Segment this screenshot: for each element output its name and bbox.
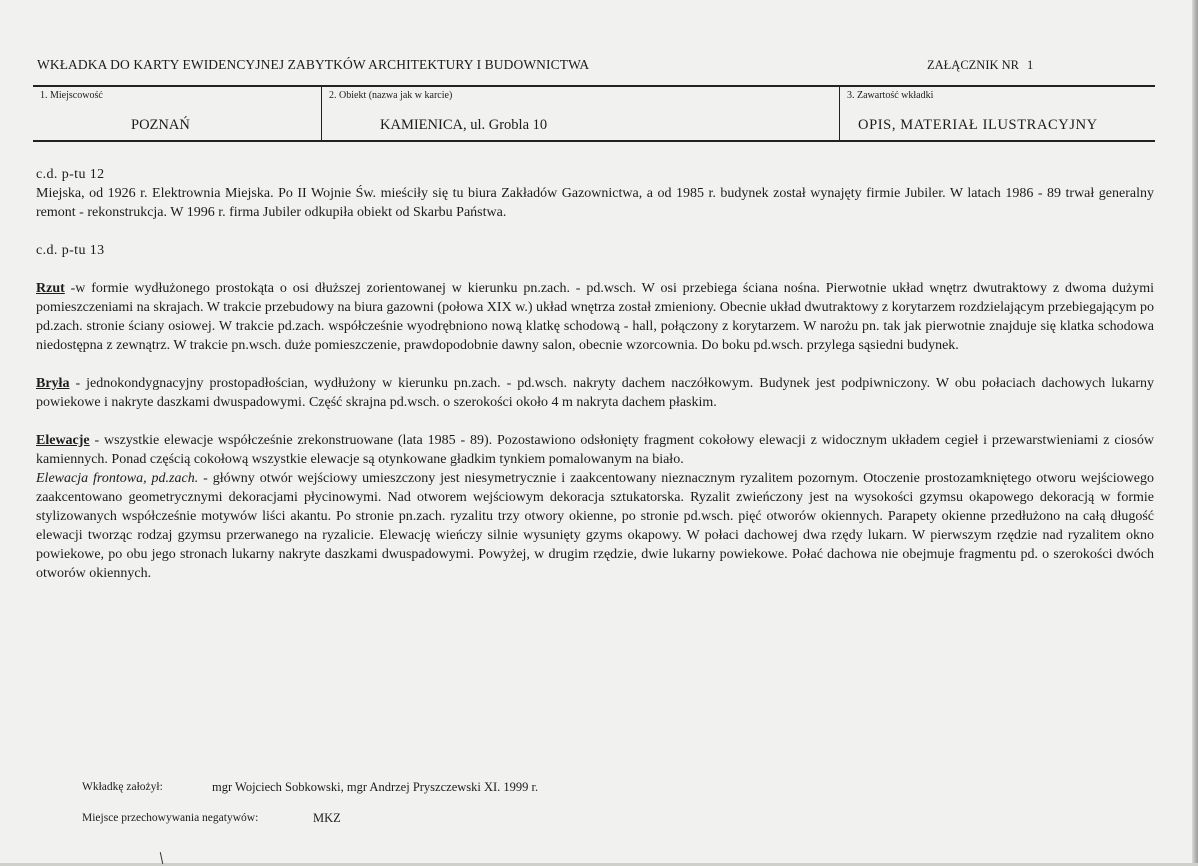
section-text: -w formie wydłużonego prostokąta o osi dłuższej zorientowanej w kierunku pn.zach. - pd.wsch. W osi przebiega ściana nośna. Pierwotnie układ wnętrz dwutraktowy z dwoma dużymi pomieszczeniami na skrajach. W trakcie przebudowy na biura gazowni (połowa XIX w.) układ wnętrza został zmieniony. Obecnie układ dwutraktowy z korytarzem rozdzielającym przebiegającym po pd.zach. stronie ściany osiowej. W trakcie pd.zach. współcześnie wyodrębniono nową klatkę schodową - hall, połączony z korytarzem. W narożu pn. tak jak pierwotnie znajduje się klatka schodowa niedostępna z zewnątrz. W trakcie pn.wsch. duże pomieszczenie, prawdopodobnie dawny salon, obecnie wzorcownia. Do boku pd.wsch. przylega sąsiedni budynek. — [36, 281, 1155, 353]
footer-storage-label: Miejsce przechowywania negatywów: — [82, 812, 259, 824]
attachment-value: 1 — [1027, 58, 1034, 72]
footer-storage-value: MKZ — [313, 811, 341, 825]
field-label: 1. Miejscowość — [40, 90, 103, 101]
footer-storage — [82, 811, 341, 825]
field-label: 2. Obiekt (nazwa jak w karcie) — [329, 90, 453, 101]
subsection-heading-frontowa: Elewacja frontowa, pd.zach. — [36, 471, 199, 486]
attachment-number — [927, 58, 1033, 73]
continuation-13: c.d. p-tu 13 — [36, 243, 105, 258]
footer-author-value: mgr Wojciech Sobkowski, mgr Andrzej Pryszczewski XI. 1999 r. — [212, 780, 539, 794]
paragraph-bryla — [36, 374, 1154, 412]
field-label: 3. Zawartość wkładki — [847, 90, 934, 101]
document-title: WKŁADKA DO KARTY EWIDENCYJNEJ ZABYTKÓW ARCHITEKTURY I BUDOWNICTWA — [37, 57, 590, 72]
header-table — [33, 85, 1155, 142]
section-heading-elewacje: Elewacje — [36, 433, 90, 448]
document-body — [36, 165, 1154, 583]
field-value: KAMIENICA, ul. Grobla 10 — [380, 117, 548, 133]
field-object — [321, 87, 839, 140]
paragraph-history: Miejska, od 1926 r. Elektrownia Miejska. Po II Wojnie Św. mieściły się tu biura Zakładów Gazownictwa, a od 1985 r. budynek został wynajęty firmie Jubiler. W latach 1986 - 89 trwał generalny remont - rekonstrukcja. W 1996 r. firma Jubiler odkupiła obiekt od Skarbu Państwa. — [36, 186, 1154, 220]
section-text: - jednokondygnacyjny prostopadłościan, wydłużony w kierunku pn.zach. - pd.wsch. nakryty dachem naczółkowym. Budynek jest podpiwniczony. W obu połaciach dachowych lukarny powiekowe i nakryte daszkami dwuspadowymi. Część skrajna pd.wsch. o szerokości około 4 m nakryta dachem płaskim. — [36, 376, 1154, 410]
section-heading-bryla: Bryła — [36, 376, 70, 391]
field-value: OPIS, MATERIAŁ ILUSTRACYJNY — [858, 117, 1098, 133]
footer-author — [82, 780, 539, 794]
section-heading-rzut: Rzut — [36, 281, 65, 296]
paragraph-rzut — [36, 279, 1154, 355]
field-value: POZNAŃ — [131, 117, 190, 133]
field-locality — [33, 87, 321, 140]
section-text: - wszystkie elewacje współcześnie zrekonstruowane (lata 1985 - 89). Pozostawiono odsłonięty fragment cokołowy elewacji z widocznym układem cegieł i przewarstwieniami z ciosów kamiennych. Ponad częścią cokołową wszystkie elewacje są otynkowane gładkim tynkiem pomalowanym na biało. — [36, 433, 1154, 467]
attachment-label: ZAŁĄCZNIK NR — [927, 58, 1020, 72]
paragraph-elewacje — [36, 431, 1154, 469]
footer-author-label: Wkładkę założył: — [82, 781, 163, 793]
continuation-12: c.d. p-tu 12 — [36, 167, 105, 182]
paragraph-elewacja-frontowa — [36, 469, 1154, 583]
section-text: - główny otwór wejściowy umieszczony jest niesymetrycznie i zaakcentowany nieznacznym ryzalitem pozornym. Otoczenie prostozamkniętego otworu wejściowego zaakcentowano geometrycznymi dekoracjami płycinowymi. Nad otworem wejściowym dekoracja sztukatorska. Ryzalit zwieńczony jest na wysokości gzymsu okapowego dekoracją w formie stylizowanych współcześnie motywów liści akantu. Po stronie pn.zach. ryzalitu trzy otwory okienne, po stronie pd.wsch. pięć otworów okiennych. Parapety okienne przedłużono na całą długość elewacji tworząc rodzaj gzymsu przerwanego na ryzalicie. Elewację wieńczy silnie wysunięty gzyms okapowy. W połaci dachowej dwa rzędy lukarn. W pierwszym rzędzie nad ryzalitem okno powiekowe, po obu jego stronach lukarny nakryte daszkami dwuspadowymi. Powyżej, w drugim rzędzie, dwie lukarny powiekowe. Połać dachowa nie obejmuje fragmentu pd. o szerokości dwóch otworów okiennych. — [36, 471, 1154, 581]
page-edge — [1192, 0, 1198, 866]
field-contents — [839, 87, 1155, 140]
